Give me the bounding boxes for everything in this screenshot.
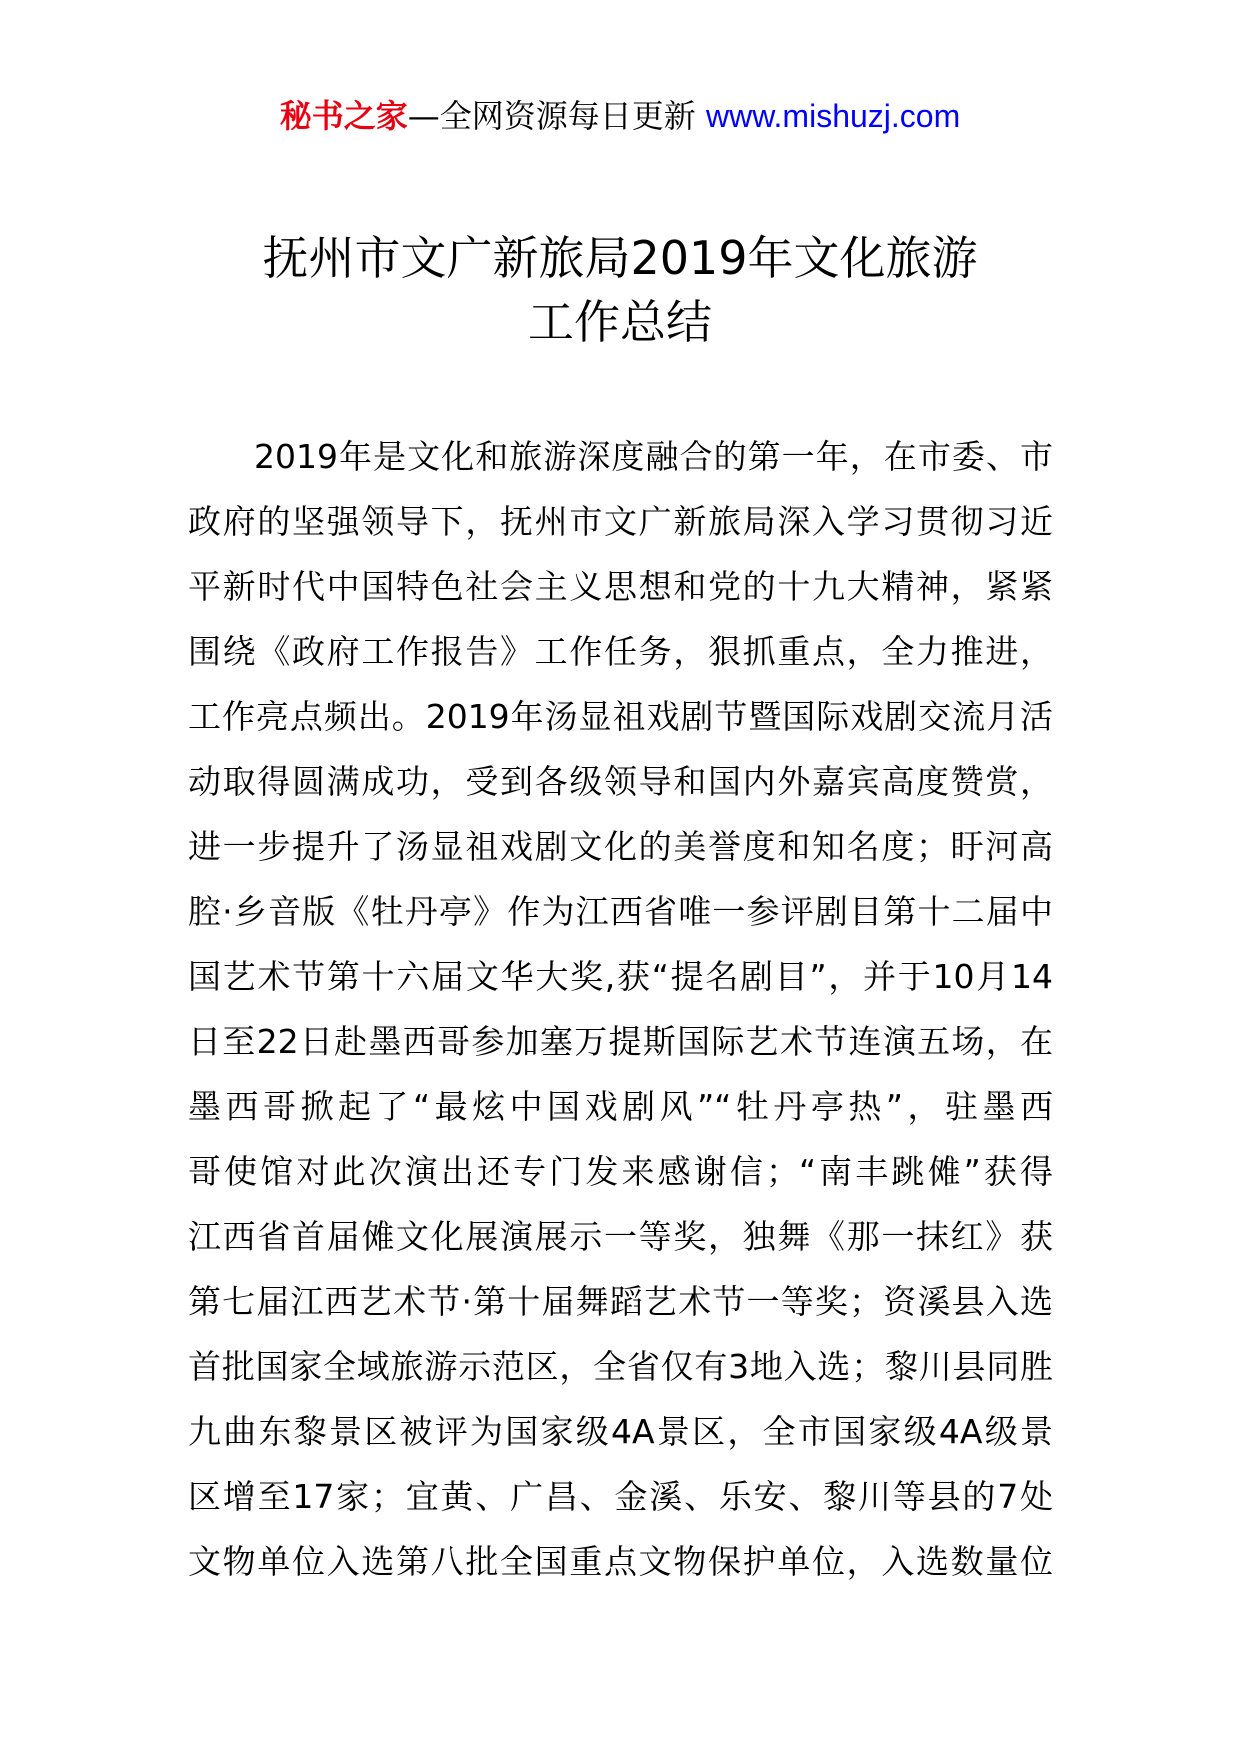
body-line: 墨西哥掀起了“最炫中国戏剧风”“牡丹亭热”，驻墨西 xyxy=(188,1087,1053,1126)
body-line: 2019年是文化和旅游深度融合的第一年，在市委、市 xyxy=(254,437,1053,476)
header-tagline: —全网资源每日更新 xyxy=(407,97,706,135)
body-line: 国艺术节第十六届文华大奖,获“提名剧目”，并于10月14 xyxy=(188,957,1053,996)
body-line: 工作亮点频出。2019年汤显祖戏剧节暨国际戏剧交流月活 xyxy=(188,697,1053,736)
body-line: 围绕《政府工作报告》工作任务，狠抓重点，全力推进， xyxy=(188,632,1053,671)
body-line: 文物单位入选第八批全国重点文物保护单位，入选数量位 xyxy=(188,1542,1053,1581)
body-line: 九曲东黎景区被评为国家级4A景区，全市国家级4A级景 xyxy=(188,1412,1053,1451)
site-url-link[interactable]: www.mishuzj.com xyxy=(705,98,961,134)
body-line: 平新时代中国特色社会主义思想和党的十九大精神，紧紧 xyxy=(188,567,1053,606)
body-line: 动取得圆满成功，受到各级领导和国内外嘉宾高度赞赏， xyxy=(188,762,1053,801)
body-line: 进一步提升了汤显祖戏剧文化的美誉度和知名度；盱河高 xyxy=(188,827,1053,866)
document-title xyxy=(0,226,1240,354)
body-line: 腔·乡音版《牡丹亭》作为江西省唯一参评剧目第十二届中 xyxy=(188,892,1053,931)
site-header xyxy=(0,96,1240,136)
body-line: 首批国家全域旅游示范区，全省仅有3地入选；黎川县同胜 xyxy=(188,1347,1053,1386)
brand-name: 秘书之家 xyxy=(279,97,408,135)
body-line: 哥使馆对此次演出还专门发来感谢信；“南丰跳傩”获得 xyxy=(188,1152,1053,1191)
body-line: 日至22日赴墨西哥参加塞万提斯国际艺术节连演五场，在 xyxy=(188,1022,1053,1061)
body-line: 区增至17家；宜黄、广昌、金溪、乐安、黎川等县的7处 xyxy=(188,1477,1053,1516)
body-line: 政府的坚强领导下，抚州市文广新旅局深入学习贯彻习近 xyxy=(188,502,1053,541)
body-paragraph xyxy=(188,424,1053,1594)
title-line: 工作总结 xyxy=(528,295,712,349)
body-line: 江西省首届傩文化展演展示一等奖，独舞《那一抹红》获 xyxy=(188,1217,1053,1256)
title-line: 抚州市文广新旅局2019年文化旅游 xyxy=(262,231,978,285)
body-line: 第七届江西艺术节·第十届舞蹈艺术节一等奖；资溪县入选 xyxy=(188,1282,1053,1321)
